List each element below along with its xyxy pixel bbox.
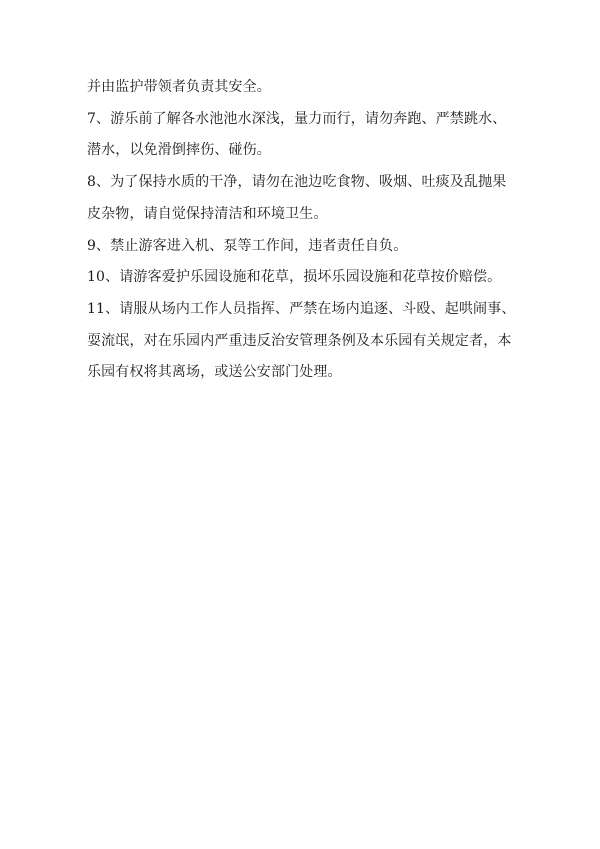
text-line-5: 皮杂物，请自觉保持清洁和环境卫生。 [87, 205, 328, 222]
document-body [87, 72, 527, 389]
text-line-9: 耍流氓，对在乐园内严重违反治安管理条例及本乐园有关规定者，本 [87, 332, 512, 349]
text-line-7: 10、请游客爱护乐园设施和花草，损坏乐园设施和花草按价赔偿。 [87, 269, 502, 286]
text-line-4: 8、为了保持水质的干净，请勿在池边吃食物、吸烟、吐痰及乱抛果 [87, 174, 507, 191]
text-line-1: 并由监护带领者负责其安全。 [87, 79, 271, 95]
text-line-8: 11、请服从场内工作人员指挥、严禁在场内追逐、斗殴、起哄闹事、 [87, 300, 516, 317]
text-line-6: 9、禁止游客进入机、泵等工作间，违者责任自负。 [87, 237, 408, 254]
text-line-2: 7、游乐前了解各水池池水深浅，量力而行，请勿奔跑、严禁跳水、 [87, 110, 507, 127]
text-line-3: 潜水，以免滑倒摔伤、碰伤。 [87, 142, 271, 159]
text-line-10: 乐园有权将其离场，或送公安部门处理。 [87, 364, 342, 381]
